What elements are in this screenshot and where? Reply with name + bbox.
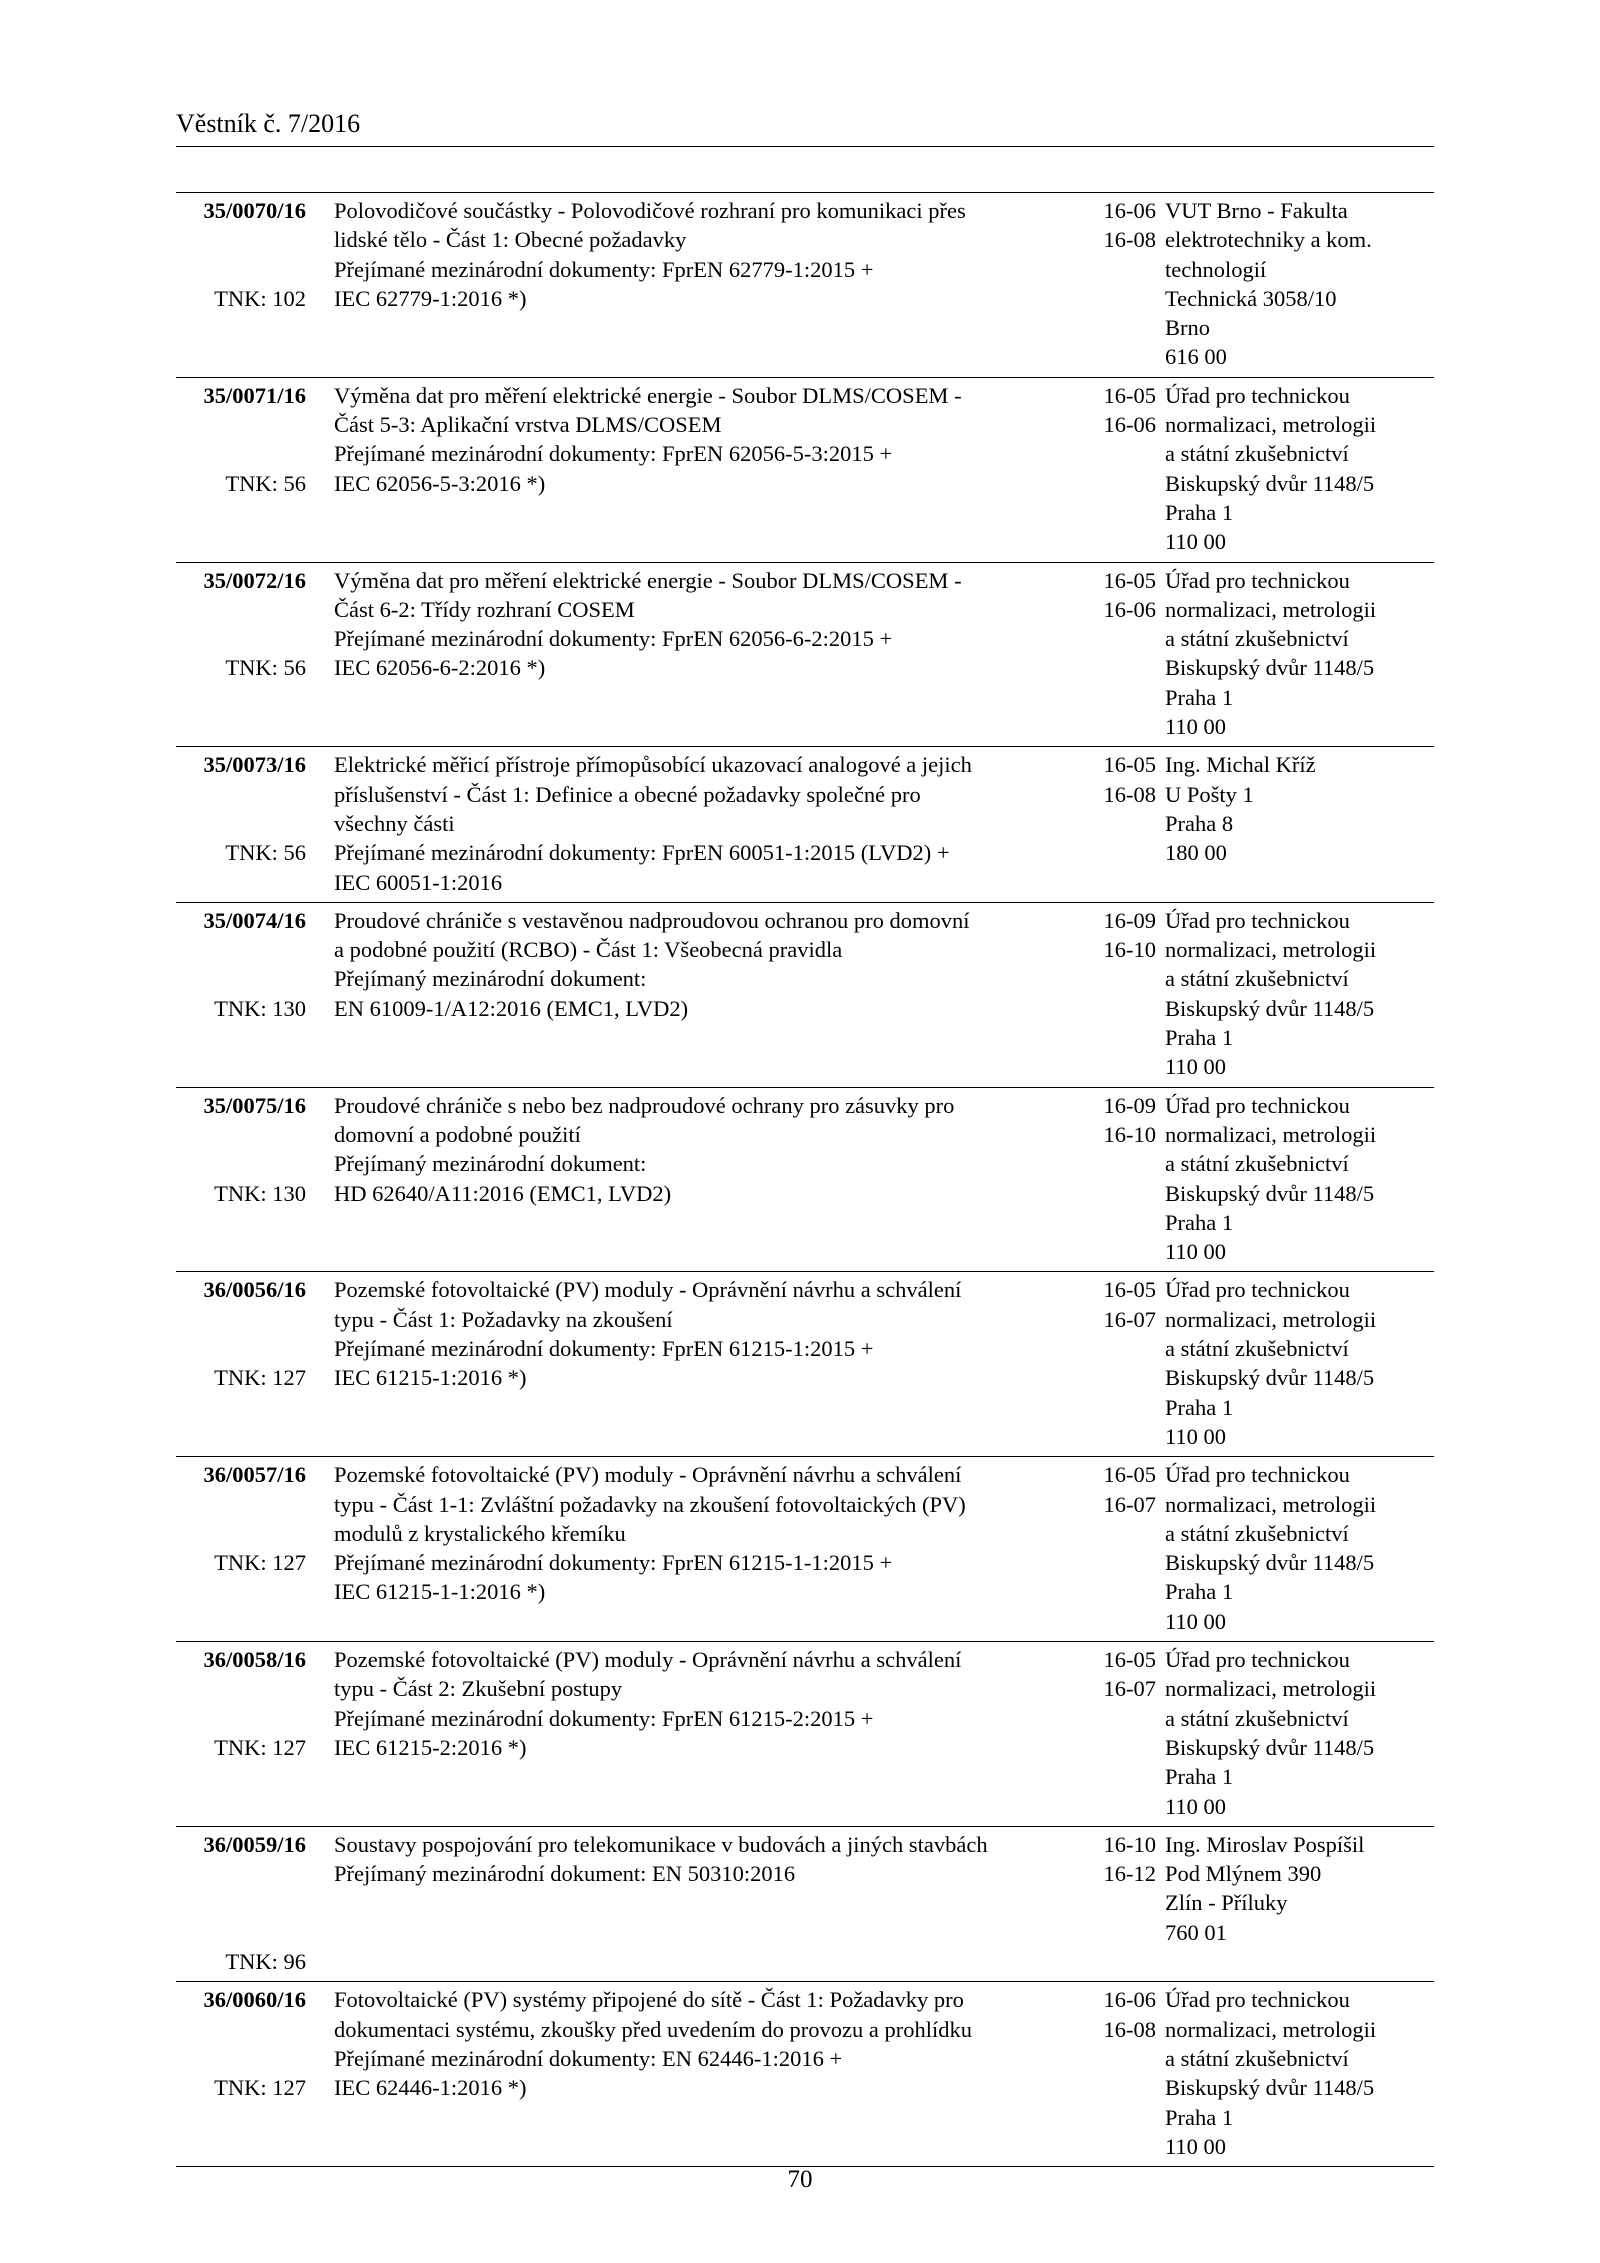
standard-entry [176, 193, 1434, 377]
entry-title-line: Přejímaný mezinárodní dokument: [334, 966, 647, 992]
entry-contact-line: a státní zkušebnictví [1165, 1151, 1349, 1177]
entry-contact-line: Biskupský dvůr 1148/5 [1165, 995, 1375, 1021]
entry-tnk: TNK: 96 [225, 1949, 306, 1975]
entry-title-line: Proudové chrániče s vestavěnou nadproudovou ochranou pro domovní [334, 907, 970, 933]
entry-contact-line: normalizaci, metrologii [1165, 1491, 1377, 1517]
entry-contact-line: Biskupský dvůr 1148/5 [1165, 1550, 1375, 1576]
entry-contact-line: a státní zkušebnictví [1165, 2045, 1349, 2071]
entry-date: 16-10 [1103, 937, 1156, 963]
standard-entry [176, 1981, 1434, 2166]
entry-contact [1165, 1985, 1434, 2161]
entry-title-line: IEC 61215-1:2016 *) [334, 1365, 527, 1391]
entry-title-line: IEC 61215-1-1:2016 *) [334, 1579, 546, 1605]
entry-tnk: TNK: 130 [214, 1180, 306, 1206]
entry-title-line: Přejímaný mezinárodní dokument: EN 50310:2016 [334, 1861, 796, 1887]
entry-contact-line: Úřad pro technickou [1165, 382, 1350, 408]
entry-tnk: TNK: 56 [225, 470, 306, 496]
entry-code-column [176, 381, 306, 557]
entry-title-line: Soustavy pospojování pro telekomunikace v budovách a jiných stavbách [334, 1831, 988, 1857]
entry-contact-line: a státní zkušebnictví [1165, 966, 1349, 992]
entry-code-column [176, 1091, 306, 1267]
entry-date: 16-07 [1103, 1306, 1156, 1332]
entry-title-line: IEC 62056-6-2:2016 *) [334, 655, 546, 681]
entry-contact-line: 616 00 [1165, 344, 1227, 370]
entry-title-line: Přejímaný mezinárodní dokument: [334, 1151, 647, 1177]
entry-title-line: typu - Část 1: Požadavky na zkoušení [334, 1306, 673, 1332]
standard-entry [176, 1641, 1434, 1826]
entry-contact [1165, 1091, 1434, 1267]
entry-dates [1066, 906, 1156, 965]
entry-contact-line: Praha 8 [1165, 810, 1234, 836]
entry-date: 16-09 [1103, 907, 1156, 933]
entry-date: 16-05 [1103, 1462, 1156, 1488]
entry-code-column [176, 906, 306, 1082]
journal-title: Věstník č. 7/2016 [176, 109, 361, 138]
standard-entry [176, 902, 1434, 1087]
entry-title-line: Část 6-2: Třídy rozhraní COSEM [334, 596, 635, 622]
entry-dates [1066, 1091, 1156, 1150]
entry-contact-line: Biskupský dvůr 1148/5 [1165, 2075, 1375, 2101]
entry-date: 16-06 [1103, 198, 1156, 223]
entry-contact-line: 110 00 [1165, 529, 1227, 555]
entry-title-line: HD 62640/A11:2016 (EMC1, LVD2) [334, 1180, 672, 1206]
entry-code: 35/0075/16 [203, 1092, 306, 1118]
entry-contact-line: Praha 1 [1165, 1579, 1234, 1605]
entry-contact [1165, 196, 1434, 372]
entry-contact-line: 760 01 [1165, 1919, 1227, 1945]
entry-contact-line: Brno [1165, 315, 1210, 341]
entry-title-line: IEC 62779-1:2016 *) [334, 285, 527, 311]
entry-title-line: dokumentaci systému, zkoušky před uvedením do provozu a prohlídku [334, 2016, 972, 2042]
entry-contact-line: Úřad pro technickou [1165, 567, 1350, 593]
entry-code-column [176, 1830, 306, 1977]
entry-tnk: TNK: 102 [214, 285, 306, 311]
entry-contact-line: a státní zkušebnictví [1165, 626, 1349, 652]
entry-contact-line: 110 00 [1165, 1793, 1227, 1819]
entry-contact [1165, 1460, 1434, 1636]
entry-date: 16-09 [1103, 1092, 1156, 1118]
entry-contact-line: Biskupský dvůr 1148/5 [1165, 470, 1375, 496]
entry-date: 16-10 [1103, 1121, 1156, 1147]
entry-contact-line: 110 00 [1165, 1423, 1227, 1449]
entry-contact-line: a státní zkušebnictví [1165, 1705, 1349, 1731]
entry-tnk: TNK: 56 [225, 655, 306, 681]
entry-contact-line: normalizaci, metrologii [1165, 1121, 1377, 1147]
entry-contact-line: 110 00 [1165, 1054, 1227, 1080]
page-number: 70 [787, 2166, 813, 2193]
entry-contact-line: Praha 1 [1165, 1025, 1234, 1051]
entry-date: 16-08 [1103, 781, 1156, 807]
entry-contact-line: 110 00 [1165, 2133, 1227, 2159]
entry-code: 36/0059/16 [203, 1831, 306, 1857]
entry-dates [1066, 1275, 1156, 1334]
entry-date: 16-07 [1103, 1676, 1156, 1702]
entry-code: 36/0058/16 [203, 1647, 306, 1673]
entry-date: 16-06 [1103, 596, 1156, 622]
entry-tnk: TNK: 56 [225, 840, 306, 866]
entry-contact-line: Praha 1 [1165, 684, 1234, 710]
entry-title-line: Proudové chrániče s nebo bez nadproudové ochrany pro zásuvky pro [334, 1092, 955, 1118]
entry-contact [1165, 750, 1434, 867]
entry-title-line: Přejímané mezinárodní dokumenty: FprEN 61215-1-1:2015 + [334, 1550, 893, 1576]
entry-code-column [176, 1275, 306, 1451]
entry-date: 16-05 [1103, 752, 1156, 778]
entry-contact [1165, 1645, 1434, 1821]
entry-date: 16-05 [1103, 382, 1156, 408]
entry-contact-line: VUT Brno - Fakulta [1165, 198, 1348, 223]
entry-tnk: TNK: 127 [214, 1365, 306, 1391]
entry-title-line: Přejímané mezinárodní dokumenty: FprEN 61215-1:2015 + [334, 1336, 874, 1362]
entry-contact-line: Praha 1 [1165, 1394, 1234, 1420]
entry-contact-line: normalizaci, metrologii [1165, 412, 1377, 438]
entry-contact-line: Ing. Miroslav Pospíšil [1165, 1831, 1365, 1857]
standards-list [176, 192, 1434, 2167]
entry-title-line: typu - Část 1-1: Zvláštní požadavky na zkoušení fotovoltaických (PV) [334, 1491, 966, 1517]
entry-dates [1066, 750, 1156, 809]
entry-code-column [176, 1460, 306, 1636]
entry-title-line: všechny části [334, 810, 455, 836]
entry-code: 35/0071/16 [203, 382, 306, 408]
entry-dates [1066, 381, 1156, 440]
entry-contact-line: a státní zkušebnictví [1165, 1336, 1349, 1362]
entry-title-line: Přejímané mezinárodní dokumenty: FprEN 60051-1:2015 (LVD2) + [334, 840, 950, 866]
entry-tnk: TNK: 127 [214, 1734, 306, 1760]
entry-title-line: příslušenství - Část 1: Definice a obecné požadavky společné pro [334, 781, 921, 807]
entry-title-line: IEC 60051-1:2016 [334, 869, 503, 895]
entry-contact-line: elektrotechniky a kom. [1165, 227, 1372, 253]
entry-contact-line: normalizaci, metrologii [1165, 2016, 1377, 2042]
entry-date: 16-05 [1103, 567, 1156, 593]
entry-dates [1066, 1830, 1156, 1889]
entry-code-column [176, 566, 306, 742]
entry-title-line: Přejímané mezinárodní dokumenty: FprEN 62779-1:2015 + [334, 256, 874, 282]
entry-contact [1165, 1275, 1434, 1451]
entry-code: 35/0073/16 [203, 752, 306, 778]
entry-title-line: Pozemské fotovoltaické (PV) moduly - Oprávnění návrhu a schválení [334, 1277, 962, 1303]
standard-entry [176, 746, 1434, 902]
entry-contact-line: Biskupský dvůr 1148/5 [1165, 655, 1375, 681]
entry-contact-line: Pod Mlýnem 390 [1165, 1861, 1322, 1887]
entry-contact-line: normalizaci, metrologii [1165, 937, 1377, 963]
entry-code: 36/0057/16 [203, 1462, 306, 1488]
entry-code: 36/0060/16 [203, 1987, 306, 2013]
standard-entry [176, 1826, 1434, 1982]
entry-title-line: domovní a podobné použití [334, 1121, 581, 1147]
entry-title-line: IEC 62056-5-3:2016 *) [334, 470, 546, 496]
entry-date: 16-10 [1103, 1831, 1156, 1857]
entry-contact-line: Technická 3058/10 [1165, 285, 1337, 311]
standard-entry [176, 1456, 1434, 1641]
entry-code-column [176, 750, 306, 897]
entry-contact-line: normalizaci, metrologii [1165, 1676, 1377, 1702]
entry-date: 16-05 [1103, 1647, 1156, 1673]
entry-code-column [176, 196, 306, 372]
entry-tnk: TNK: 127 [214, 2075, 306, 2101]
entry-contact-line: Úřad pro technickou [1165, 1277, 1350, 1303]
entry-contact [1165, 566, 1434, 742]
entry-contact-line: Praha 1 [1165, 499, 1234, 525]
entry-date: 16-07 [1103, 1491, 1156, 1517]
entry-title-line: Polovodičové součástky - Polovodičové rozhraní pro komunikaci přes [334, 198, 966, 223]
entry-contact-line: 180 00 [1165, 840, 1227, 866]
entry-contact [1165, 381, 1434, 557]
entry-contact-line: Zlín - Příluky [1165, 1890, 1288, 1916]
entry-contact-line: normalizaci, metrologii [1165, 596, 1377, 622]
entry-contact [1165, 1830, 1434, 1947]
entry-contact-line: Praha 1 [1165, 1209, 1234, 1235]
entry-code: 35/0074/16 [203, 907, 306, 933]
entry-code-column [176, 1645, 306, 1821]
entry-title-line: IEC 62446-1:2016 *) [334, 2075, 527, 2101]
entry-contact-line: Biskupský dvůr 1148/5 [1165, 1180, 1375, 1206]
entry-contact-line: Biskupský dvůr 1148/5 [1165, 1734, 1375, 1760]
entry-title-line: Pozemské fotovoltaické (PV) moduly - Oprávnění návrhu a schválení [334, 1647, 962, 1673]
entry-contact-line: Úřad pro technickou [1165, 1987, 1350, 2013]
entry-title-line: Přejímané mezinárodní dokumenty: FprEN 61215-2:2015 + [334, 1705, 874, 1731]
entry-date: 16-08 [1103, 2016, 1156, 2042]
entry-date: 16-12 [1103, 1861, 1156, 1887]
standard-entry [176, 562, 1434, 747]
entry-dates [1066, 1985, 1156, 2044]
entry-title-line: Přejímané mezinárodní dokumenty: FprEN 62056-6-2:2015 + [334, 626, 893, 652]
entry-tnk: TNK: 130 [214, 995, 306, 1021]
entry-contact-line: Praha 1 [1165, 2104, 1234, 2130]
entry-contact-line: 110 00 [1165, 1608, 1227, 1634]
entry-title-line: EN 61009-1/A12:2016 (EMC1, LVD2) [334, 995, 689, 1021]
entry-contact-line: Biskupský dvůr 1148/5 [1165, 1365, 1375, 1391]
entry-title-line: a podobné použití (RCBO) - Část 1: Všeobecná pravidla [334, 937, 843, 963]
standard-entry [176, 1087, 1434, 1272]
entry-dates [1066, 1460, 1156, 1519]
entry-date: 16-05 [1103, 1277, 1156, 1303]
entry-code: 35/0070/16 [203, 198, 306, 223]
entry-contact-line: Úřad pro technickou [1165, 1647, 1350, 1673]
standard-entry [176, 1271, 1434, 1456]
entry-contact-line: 110 00 [1165, 714, 1227, 740]
entry-contact-line: technologií [1165, 256, 1267, 282]
entry-code: 35/0072/16 [203, 567, 306, 593]
entry-contact-line: Ing. Michal Kříž [1165, 752, 1316, 778]
entry-code: 36/0056/16 [203, 1277, 306, 1303]
entry-contact-line: 110 00 [1165, 1239, 1227, 1265]
entry-contact-line: a státní zkušebnictví [1165, 1520, 1349, 1546]
entry-title-line: Část 5-3: Aplikační vrstva DLMS/COSEM [334, 412, 722, 438]
entry-title-line: Výměna dat pro měření elektrické energie - Soubor DLMS/COSEM - [334, 382, 962, 408]
entry-dates [1066, 566, 1156, 625]
entry-tnk: TNK: 127 [214, 1550, 306, 1576]
entry-date: 16-06 [1103, 412, 1156, 438]
entry-contact-line: Úřad pro technickou [1165, 1462, 1350, 1488]
entry-code-column [176, 1985, 306, 2161]
entry-title-line: modulů z krystalického křemíku [334, 1520, 626, 1546]
page-header [176, 110, 1434, 147]
entry-contact-line: U Pošty 1 [1165, 781, 1254, 807]
entry-contact-line: a státní zkušebnictví [1165, 441, 1349, 467]
entry-title-line: typu - Část 2: Zkušební postupy [334, 1676, 623, 1702]
entry-title-line: Výměna dat pro měření elektrické energie - Soubor DLMS/COSEM - [334, 567, 962, 593]
entry-title-line: Elektrické měřicí přístroje přímopůsobící ukazovací analogové a jejich [334, 752, 972, 778]
entry-dates [1066, 1645, 1156, 1704]
entry-title-line: Přejímané mezinárodní dokumenty: FprEN 62056-5-3:2015 + [334, 441, 893, 467]
entry-contact-line: Praha 1 [1165, 1764, 1234, 1790]
entry-contact-line: Úřad pro technickou [1165, 907, 1350, 933]
entry-contact-line: normalizaci, metrologii [1165, 1306, 1377, 1332]
entry-title-line: Fotovoltaické (PV) systémy připojené do sítě - Část 1: Požadavky pro [334, 1987, 964, 2013]
entry-title-line: IEC 61215-2:2016 *) [334, 1734, 527, 1760]
entry-date: 16-08 [1103, 227, 1156, 253]
entry-title-line: Pozemské fotovoltaické (PV) moduly - Oprávnění návrhu a schválení [334, 1462, 962, 1488]
entry-date: 16-06 [1103, 1987, 1156, 2013]
entry-contact [1165, 906, 1434, 1082]
entry-dates [1066, 196, 1156, 255]
standard-entry [176, 377, 1434, 562]
entry-title-line: lidské tělo - Část 1: Obecné požadavky [334, 227, 687, 253]
entry-contact-line: Úřad pro technickou [1165, 1092, 1350, 1118]
entry-title-line: Přejímané mezinárodní dokumenty: EN 62446-1:2016 + [334, 2045, 843, 2071]
